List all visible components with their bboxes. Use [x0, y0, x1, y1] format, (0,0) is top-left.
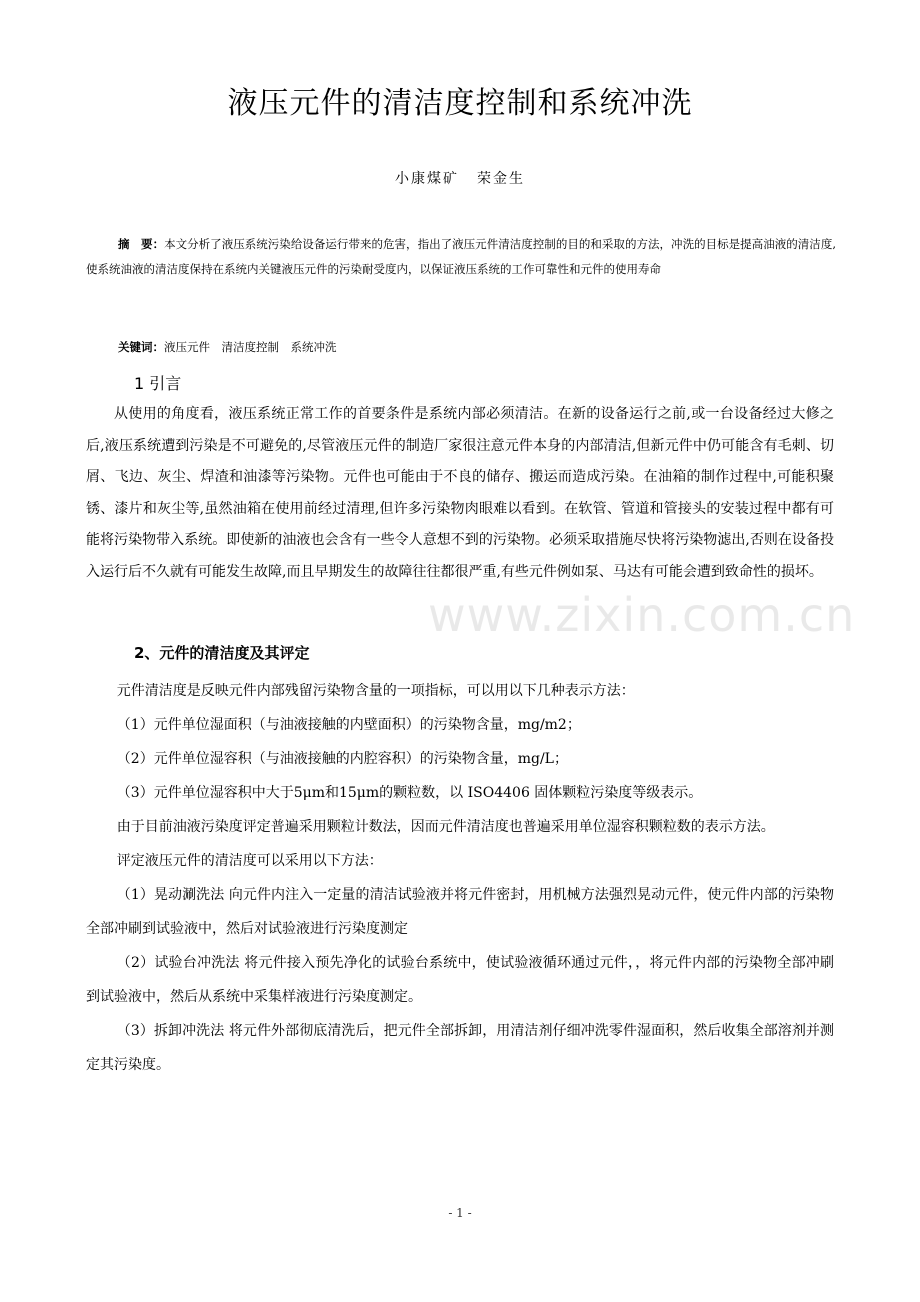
section-2-method-item: （3）拆卸冲洗法 将元件外部彻底清洗后，把元件全部拆卸，用清洁剂仔细冲洗零件湿面积，然后收集全部溶剂并测定其污染度。 — [86, 1023, 834, 1073]
watermark: www.zixin.com.cn — [428, 588, 856, 642]
section-2-heading: 2、元件的清洁度及其评定 — [134, 644, 310, 662]
section-2-list-item: （1）元件单位湿面积（与油液接触的内壁面积）的污染物含量，mg/m2； — [116, 717, 581, 733]
keywords-text: 液压元件 清洁度控制 系统冲洗 — [164, 340, 337, 354]
section-1-heading: 1 引言 — [134, 374, 182, 393]
keywords-label: 关键词： — [118, 340, 164, 354]
page-number: - 1 - — [448, 1206, 472, 1220]
section-2-list-item: （3）元件单位湿容积中大于5μm和15μm的颗粒数，以 ISO4406 固体颗粒污染度等级表示。 — [116, 785, 703, 801]
section-2-list-item: （2）元件单位湿容积（与油液接触的内腔容积）的污染物含量，mg/L； — [116, 751, 568, 767]
section-1-paragraph: 从使用的角度看，液压系统正常工作的首要条件是系统内部必须清洁。在新的设备运行之前,或一台设备经过大修之后,液压系统遭到污染是不可避免的,尽管液压元件的制造厂家很注意元件本身的内部清洁,但新元件中仍可能含有毛刺、切屑、飞边、灰尘、焊渣和油漆等污染物。元件也可能由于不良的储存、搬运而造成污染。在油箱的制作过程中,可能积聚锈、漆片和灰尘等,虽然油箱在使用前经过清理,但许多污染物肉眼难以看到。在软管、管道和管接头的安装过程中都有可能将污染物带入系统。即使新的油液也会含有一些令人意想不到的污染物。必须采取措施尽快将污染物滤出,否则在设备投入运行后不久就有可能发生故障,而且早期发生的故障往往都很严重,有些元件例如泵、马达有可能会遭到致命性的损坏。 — [86, 406, 834, 580]
section-2-paragraph: 元件清洁度是反映元件内部残留污染物含量的一项指标，可以用以下几种表示方法： — [116, 683, 635, 699]
section-2-paragraph: 评定液压元件的清洁度可以采用以下方法： — [116, 853, 383, 869]
document-title: 液压元件的清洁度控制和系统冲洗 — [227, 86, 693, 121]
abstract-text: 本文分析了液压系统污染给设备运行带来的危害，指出了液压元件清洁度控制的目的和采取的方法，冲洗的目标是提高油液的清洁度,使系统油液的清洁度保持在系统内关键液压元件的污染耐受度内，以保证液压系统的工作可靠性和元件的使用寿命 — [86, 237, 836, 276]
section-2-paragraph: 由于目前油液污染度评定普遍采用颗粒计数法，因而元件清洁度也普遍采用单位湿容积颗粒数的表示方法。 — [116, 819, 775, 835]
section-2-body — [86, 674, 834, 1082]
keywords — [118, 339, 337, 355]
author-name: 荣金生 — [477, 171, 525, 187]
section-2-method-item: （1）晃动涮洗法 向元件内注入一定量的清洁试验液并将元件密封，用机械方法强烈晃动元件，使元件内部的污染物全部冲刷到试验液中，然后对试验液进行污染度测定 — [86, 887, 834, 937]
author-line — [0, 168, 920, 188]
author-organization: 小康煤矿 — [395, 171, 459, 187]
section-2-method-item: （2）试验台冲洗法 将元件接入预先净化的试验台系统中，使试验液循环通过元件，，将元件内部的污染物全部冲刷到试验液中，然后从系统中采集样液进行污染度测定。 — [86, 955, 834, 1005]
abstract — [86, 232, 836, 282]
abstract-label: 摘 要： — [118, 237, 165, 251]
